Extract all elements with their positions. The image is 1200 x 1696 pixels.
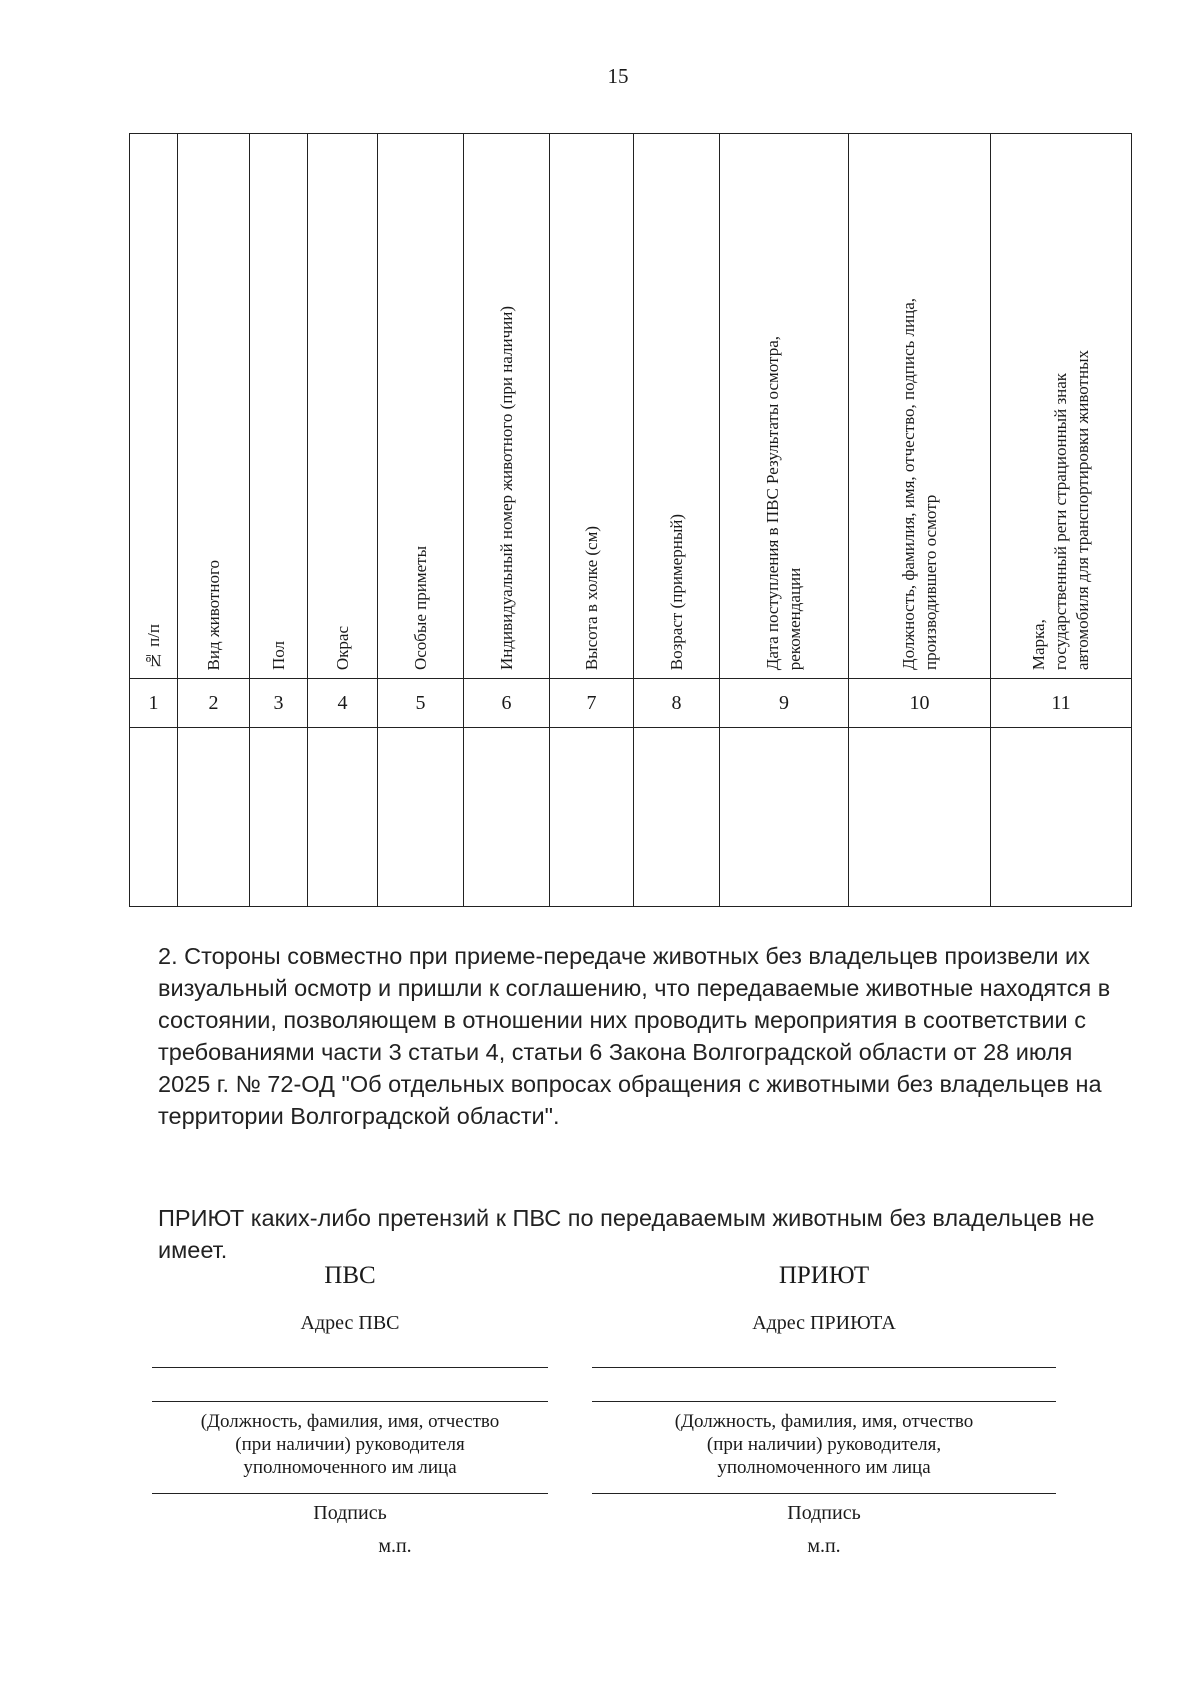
table-cell xyxy=(634,728,720,907)
stamp-label: м.п. xyxy=(807,1535,841,1557)
address-line xyxy=(592,1367,1056,1368)
header-cell xyxy=(250,134,308,679)
header-cell xyxy=(991,134,1132,679)
header-cell xyxy=(634,134,720,679)
table-cell xyxy=(464,728,550,907)
signature-caption: (Должность, фамилия, имя, отчество (при наличии) руководителя, уполномоченного им лица xyxy=(674,1411,974,1478)
header-row xyxy=(130,134,1132,679)
signature-line xyxy=(152,1493,548,1494)
party-title: ПВС xyxy=(324,1262,376,1289)
table-cell xyxy=(250,728,308,907)
header-cell xyxy=(378,134,464,679)
table-row xyxy=(130,728,1132,907)
signature-block-shelter xyxy=(592,1262,1056,1558)
header-label: Должность, фамилия, имя, отчество, подпись лица, производившего осмотр xyxy=(898,298,940,670)
column-number: 7 xyxy=(550,679,634,728)
signature-label: Подпись xyxy=(787,1502,861,1524)
address-label: Адрес ПВС xyxy=(300,1312,400,1334)
header-cell xyxy=(178,134,250,679)
column-number-row xyxy=(130,679,1132,728)
address-line xyxy=(152,1367,548,1368)
party-title: ПРИЮТ xyxy=(778,1262,870,1289)
header-label: Вид животного xyxy=(203,559,223,670)
header-label: Дата поступления в ПВС Результаты осмотра, рекомендации xyxy=(763,335,804,670)
header-cell xyxy=(464,134,550,679)
stamp-label: м.п. xyxy=(378,1535,412,1557)
column-number: 1 xyxy=(130,679,178,728)
column-number: 11 xyxy=(991,679,1132,728)
address-label: Адрес ПРИЮТА xyxy=(752,1312,896,1334)
signature-caption: (Должность, фамилия, имя, отчество (при наличии) руководителя уполномоченного им лица xyxy=(200,1411,500,1478)
header-label: Индивидуальный номер животного (при наличии) xyxy=(496,305,516,670)
table-cell xyxy=(991,728,1132,907)
header-label: № п/п xyxy=(143,623,163,670)
column-number: 9 xyxy=(720,679,849,728)
column-number: 3 xyxy=(250,679,308,728)
header-cell xyxy=(849,134,991,679)
agreement-paragraph: 2. Стороны совместно при приеме-передаче животных без владельцев произвели их визуальный осмотр и пришли к соглашению, что передаваемые животные находятся в состоянии, позволяющем в отношении них проводить мероприятия в соответствии с требованиями части 3 статьи 4, статьи 6 Закона Волгоградской области от 28 июля 2025 г. № 72-ОД "Об отдельных вопросах обращения с животными без владельцев на территории Волгоградской области". xyxy=(158,943,1111,1129)
header-label: Марка, государственный реги страционный знак автомобиля для транспортировки животных xyxy=(1029,349,1092,670)
header-cell xyxy=(130,134,178,679)
column-number: 2 xyxy=(178,679,250,728)
column-number: 8 xyxy=(634,679,720,728)
header-label: Окрас xyxy=(332,625,352,670)
table-cell xyxy=(378,728,464,907)
table-cell xyxy=(308,728,378,907)
signature-block-pvs xyxy=(152,1262,548,1558)
name-line xyxy=(152,1401,548,1402)
column-number: 5 xyxy=(378,679,464,728)
header-label: Особые приметы xyxy=(410,545,430,670)
table-cell xyxy=(720,728,849,907)
column-number: 4 xyxy=(308,679,378,728)
column-number: 10 xyxy=(849,679,991,728)
header-cell xyxy=(720,134,849,679)
header-label: Возраст (примерный) xyxy=(666,513,686,670)
animal-transfer-table xyxy=(129,133,1132,907)
table-cell xyxy=(550,728,634,907)
table-cell xyxy=(130,728,178,907)
header-label: Пол xyxy=(268,640,288,670)
header-cell xyxy=(550,134,634,679)
column-number: 6 xyxy=(464,679,550,728)
page-number: 15 xyxy=(607,64,629,88)
header-cell xyxy=(308,134,378,679)
header-label: Высота в холке (см) xyxy=(581,525,601,670)
name-line xyxy=(592,1401,1056,1402)
table-cell xyxy=(849,728,991,907)
signature-label: Подпись xyxy=(313,1502,387,1524)
signature-line xyxy=(592,1493,1056,1494)
table-cell xyxy=(178,728,250,907)
no-claims-paragraph: ПРИЮТ каких-либо претензий к ПВС по передаваемым животным без владельцев не имеет. xyxy=(158,1205,1095,1263)
